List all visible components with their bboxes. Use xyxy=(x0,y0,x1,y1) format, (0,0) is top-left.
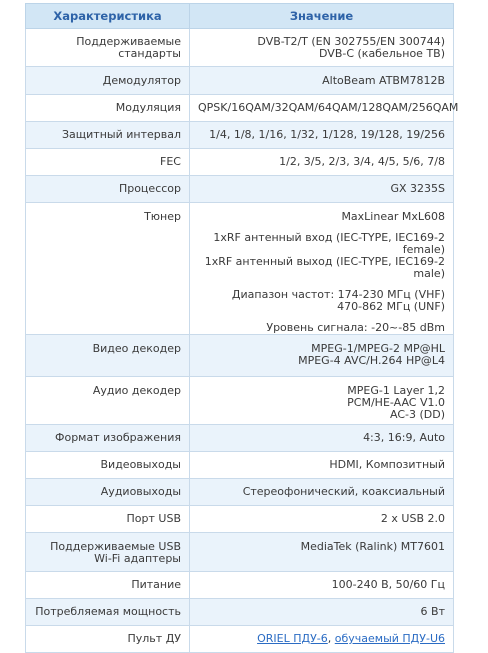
remote-link-learning[interactable]: обучаемый ПДУ-U6 xyxy=(334,632,445,645)
row-value: Стереофонический, коаксиальный xyxy=(190,479,454,506)
row-value: 4:3, 16:9, Auto xyxy=(190,425,454,452)
row-value: MediaTek (Ralink) MT7601 xyxy=(190,533,454,572)
row-guard-interval xyxy=(26,122,454,149)
row-value: GX 3235S xyxy=(190,176,454,203)
row-key: Демодулятор xyxy=(26,67,190,95)
row-wifi-adapters xyxy=(26,533,454,572)
row-value: MPEG-1 Layer 1,2 PCM/HE-AAC V1.0 AC-3 (DD) xyxy=(190,377,454,425)
row-processor xyxy=(26,176,454,203)
row-key: Потребляемая мощность xyxy=(26,599,190,626)
spec-table-header xyxy=(26,4,454,29)
row-audio-outputs xyxy=(26,479,454,506)
row-key: Питание xyxy=(26,572,190,599)
row-value: DVB-T2/T (EN 302755/EN 300744) DVB-C (кабельное ТВ) xyxy=(190,29,454,67)
row-value: 2 x USB 2.0 xyxy=(190,506,454,533)
row-key: FEC xyxy=(26,149,190,176)
row-modulation xyxy=(26,95,454,122)
row-key: Модуляция xyxy=(26,95,190,122)
row-value: 6 Вт xyxy=(190,599,454,626)
row-demodulator xyxy=(26,67,454,95)
row-key: Формат изображения xyxy=(26,425,190,452)
row-value: 1/4, 1/8, 1/16, 1/32, 1/128, 19/128, 19/256 xyxy=(190,122,454,149)
row-remote-control xyxy=(26,626,454,653)
spec-table xyxy=(25,3,459,653)
row-value: HDMI, Композитный xyxy=(190,452,454,479)
row-power-consumption xyxy=(26,599,454,626)
row-value xyxy=(190,626,454,653)
row-usb-port xyxy=(26,506,454,533)
row-power xyxy=(26,572,454,599)
header-characteristic: Характеристика xyxy=(26,4,190,29)
row-value: AltoBeam ATBM7812B xyxy=(190,67,454,95)
row-tuner xyxy=(26,203,454,335)
row-value: QPSK/16QAM/32QAM/64QAM/128QAM/256QAM xyxy=(190,95,454,122)
row-key: Аудио декодер xyxy=(26,377,190,425)
row-key: Процессор xyxy=(26,176,190,203)
row-image-format xyxy=(26,425,454,452)
row-key: Видео декодер xyxy=(26,335,190,377)
row-key: Аудиовыходы xyxy=(26,479,190,506)
row-key: Защитный интервал xyxy=(26,122,190,149)
row-key: Поддерживаемые USB Wi-Fi адаптеры xyxy=(26,533,190,572)
row-value: 1/2, 3/5, 2/3, 3/4, 4/5, 5/6, 7/8 xyxy=(190,149,454,176)
row-audio-decoder xyxy=(26,377,454,425)
row-value: 100-240 В, 50/60 Гц xyxy=(190,572,454,599)
row-key: Тюнер xyxy=(26,203,190,335)
row-value: MaxLinear MxL608 1xRF антенный вход (IEC-TYPE, IEC169-2 female) 1xRF антенный выход (IEC-TYPE, IEC169-2 male) Диапазон частот: 174-230 МГц (VHF) 470-862 МГц (UNF) Уровень сигнала: -20~-85 dBm xyxy=(190,203,454,335)
link-separator: , xyxy=(327,632,335,645)
spec-table-container xyxy=(25,3,459,653)
row-key: Поддерживаемые стандарты xyxy=(26,29,190,67)
header-value: Значение xyxy=(190,4,454,29)
row-fec xyxy=(26,149,454,176)
row-value: MPEG-1/MPEG-2 MP@HL MPEG-4 AVC/H.264 HP@L4 xyxy=(190,335,454,377)
row-key: Порт USB xyxy=(26,506,190,533)
row-video-decoder xyxy=(26,335,454,377)
row-video-outputs xyxy=(26,452,454,479)
row-standards xyxy=(26,29,454,67)
row-key: Пульт ДУ xyxy=(26,626,190,653)
row-key: Видеовыходы xyxy=(26,452,190,479)
remote-link-oriel[interactable]: ORIEL ПДУ-6 xyxy=(257,632,328,645)
